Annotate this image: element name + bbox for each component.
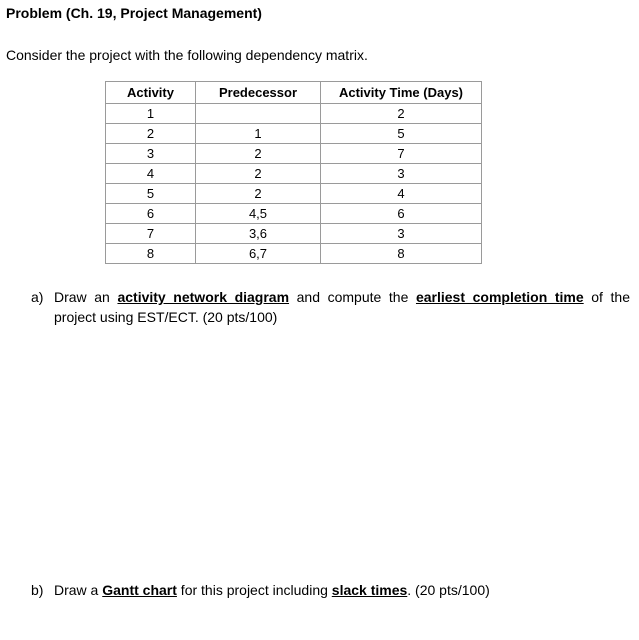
table-row [106, 144, 482, 164]
question-a-part1: Draw an [54, 289, 118, 305]
cell-activity: 8 [106, 244, 196, 264]
cell-activity: 1 [106, 104, 196, 124]
dependency-matrix-table [105, 81, 482, 264]
cell-predecessor: 1 [196, 124, 321, 144]
cell-activity: 2 [106, 124, 196, 144]
cell-predecessor [196, 104, 321, 124]
cell-time: 7 [321, 144, 482, 164]
question-b-part2: for this project including [176, 582, 332, 598]
question-a-marker: a) [31, 289, 44, 305]
question-b-text [54, 580, 630, 600]
cell-predecessor: 4,5 [196, 204, 321, 224]
cell-predecessor: 2 [196, 184, 321, 204]
cell-activity: 7 [106, 224, 196, 244]
table-row [106, 204, 482, 224]
cell-predecessor: 2 [196, 164, 321, 184]
question-a-text [54, 287, 630, 327]
table-row [106, 224, 482, 244]
table-row [106, 124, 482, 144]
question-a-emphasis-network-diagram: activity network diagram [117, 289, 290, 305]
question-a-part2: and compute the [289, 289, 416, 305]
cell-predecessor: 6,7 [196, 244, 321, 264]
header-activity-time: Activity Time (Days) [321, 82, 482, 104]
table-row [106, 184, 482, 204]
table-row [106, 164, 482, 184]
cell-activity: 4 [106, 164, 196, 184]
question-b-part3: . (20 pts/100) [407, 582, 490, 598]
question-b-emphasis-slack-times: slack times [331, 582, 408, 598]
header-predecessor: Predecessor [196, 82, 321, 104]
cell-activity: 6 [106, 204, 196, 224]
table-row [106, 104, 482, 124]
question-b-emphasis-gantt-chart: Gantt chart [102, 582, 177, 598]
cell-time: 8 [321, 244, 482, 264]
question-a-emphasis-completion-time: earliest completion time [415, 289, 584, 305]
cell-time: 4 [321, 184, 482, 204]
cell-time: 6 [321, 204, 482, 224]
table-header-row [106, 82, 482, 104]
question-a [31, 287, 630, 327]
problem-title: Problem (Ch. 19, Project Management) [6, 5, 262, 21]
question-b [31, 580, 630, 600]
cell-time: 3 [321, 224, 482, 244]
cell-time: 3 [321, 164, 482, 184]
cell-predecessor: 2 [196, 144, 321, 164]
cell-time: 5 [321, 124, 482, 144]
header-activity: Activity [106, 82, 196, 104]
question-a-part3: of the project using EST/ECT. (20 pts/100) [54, 289, 631, 325]
question-b-part1: Draw a [54, 582, 103, 598]
table-row [106, 244, 482, 264]
cell-activity: 5 [106, 184, 196, 204]
cell-activity: 3 [106, 144, 196, 164]
intro-text: Consider the project with the following dependency matrix. [6, 47, 368, 63]
question-b-marker: b) [31, 582, 44, 598]
cell-predecessor: 3,6 [196, 224, 321, 244]
cell-time: 2 [321, 104, 482, 124]
